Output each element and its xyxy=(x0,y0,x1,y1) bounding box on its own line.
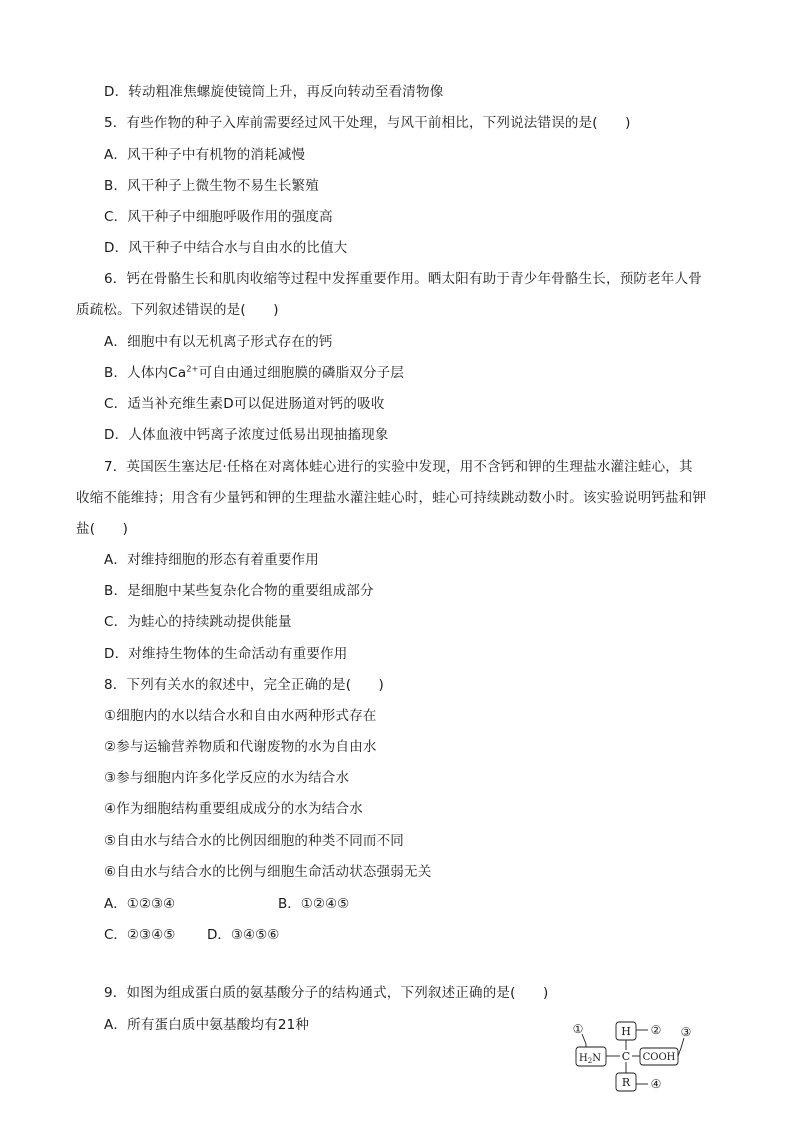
q8-option-a: A．①②③④ xyxy=(104,896,176,912)
pointer-3 xyxy=(678,1038,684,1056)
q8-stem: 8．下列有关水的叙述中，完全正确的是( ) xyxy=(104,677,385,693)
q6-option-a: A．细胞中有以无机离子形式存在的钙 xyxy=(104,334,333,350)
calcium-charge: 2+ xyxy=(186,364,199,374)
q5-option-a: A．风干种子中有机物的消耗减慢 xyxy=(104,147,306,163)
q4-option-d: D．转动粗准焦螺旋使镜筒上升，再反向转动至看清物像 xyxy=(104,84,444,100)
q7-option-d: D．对维持生物体的生命活动有重要作用 xyxy=(104,646,348,662)
q7-stem-line1: 7．英国医生塞达尼·任格在对离体蛙心进行的实验中发现，用不含钙和钾的生理盐水灌注蛙心，其 xyxy=(104,459,693,475)
q8-statement-6: ⑥自由水与结合水的比例与细胞生命活动状态强弱无关 xyxy=(104,864,432,880)
amino-acid-structure-diagram xyxy=(568,1020,718,1095)
q6-option-b-post: 可自由通过细胞膜的磷脂双分子层 xyxy=(198,365,405,381)
q9-stem: 9．如图为组成蛋白质的氨基酸分子的结构通式，下列叙述正确的是( ) xyxy=(104,985,549,1001)
q7-option-a: A．对维持细胞的形态有着重要作用 xyxy=(104,552,319,568)
q7-stem-line3: 盐( ) xyxy=(76,521,129,537)
marker-2: ② xyxy=(650,1023,662,1037)
marker-4: ④ xyxy=(650,1077,662,1091)
q8-statement-3: ③参与细胞内许多化学反应的水为结合水 xyxy=(104,770,350,786)
q8-statement-4: ④作为细胞结构重要组成成分的水为结合水 xyxy=(104,801,363,817)
q8-option-d: D．③④⑤⑥ xyxy=(207,927,280,943)
marker-3: ③ xyxy=(680,1025,692,1039)
amino-group-label: $H_2N$ xyxy=(579,1053,601,1065)
q5-option-c: C．风干种子中细胞呼吸作用的强度高 xyxy=(104,209,333,225)
q5-option-d: D．风干种子中结合水与自由水的比值大 xyxy=(104,240,348,256)
q6-stem-line2: 质疏松。下列叙述错误的是( ) xyxy=(76,302,279,318)
q7-stem-line2: 收缩不能维持；用含有少量钙和钾的生理盐水灌注蛙心时，蛙心可持续跳动数小时。该实验说明钙盐和钾 xyxy=(76,490,707,506)
q5-stem: 5．有些作物的种子入库前需要经过风干处理，与风干前相比，下列说法错误的是( ) xyxy=(104,115,631,131)
carboxyl-group-label: COOH xyxy=(642,1052,676,1063)
q8-option-c: C．②③④⑤ xyxy=(104,927,176,943)
hydrogen-label: H xyxy=(621,1025,631,1038)
q7-option-c: C．为蛙心的持续跳动提供能量 xyxy=(104,614,292,630)
r-group-label: R xyxy=(621,1076,631,1089)
q6-option-b-pre: B．人体内Ca xyxy=(104,365,187,381)
q6-stem-line1: 6．钙在骨骼生长和肌肉收缩等过程中发挥重要作用。晒太阳有助于青少年骨骼生长，预防老年人骨 xyxy=(104,271,702,287)
q8-statement-5: ⑤自由水与结合水的比例因细胞的种类不同而不同 xyxy=(104,833,405,849)
marker-1: ① xyxy=(572,1022,584,1036)
carbon-label: C xyxy=(621,1050,631,1063)
q7-option-b: B．是细胞中某些复杂化合物的重要组成部分 xyxy=(104,583,374,599)
q8-option-b: B．①②④⑤ xyxy=(278,896,350,912)
q9-option-a: A．所有蛋白质中氨基酸均有21种 xyxy=(104,1017,310,1033)
q5-option-b: B．风干种子上微生物不易生长繁殖 xyxy=(104,178,319,194)
q6-option-d: D．人体血液中钙离子浓度过低易出现抽搐现象 xyxy=(104,427,389,443)
q6-option-b xyxy=(104,364,404,382)
q8-statement-1: ①细胞内的水以结合水和自由水两种形式存在 xyxy=(104,708,377,724)
q6-option-c: C．适当补充维生素D可以促进肠道对钙的吸收 xyxy=(104,396,385,412)
q8-statement-2: ②参与运输营养物质和代谢废物的水为自由水 xyxy=(104,739,377,755)
